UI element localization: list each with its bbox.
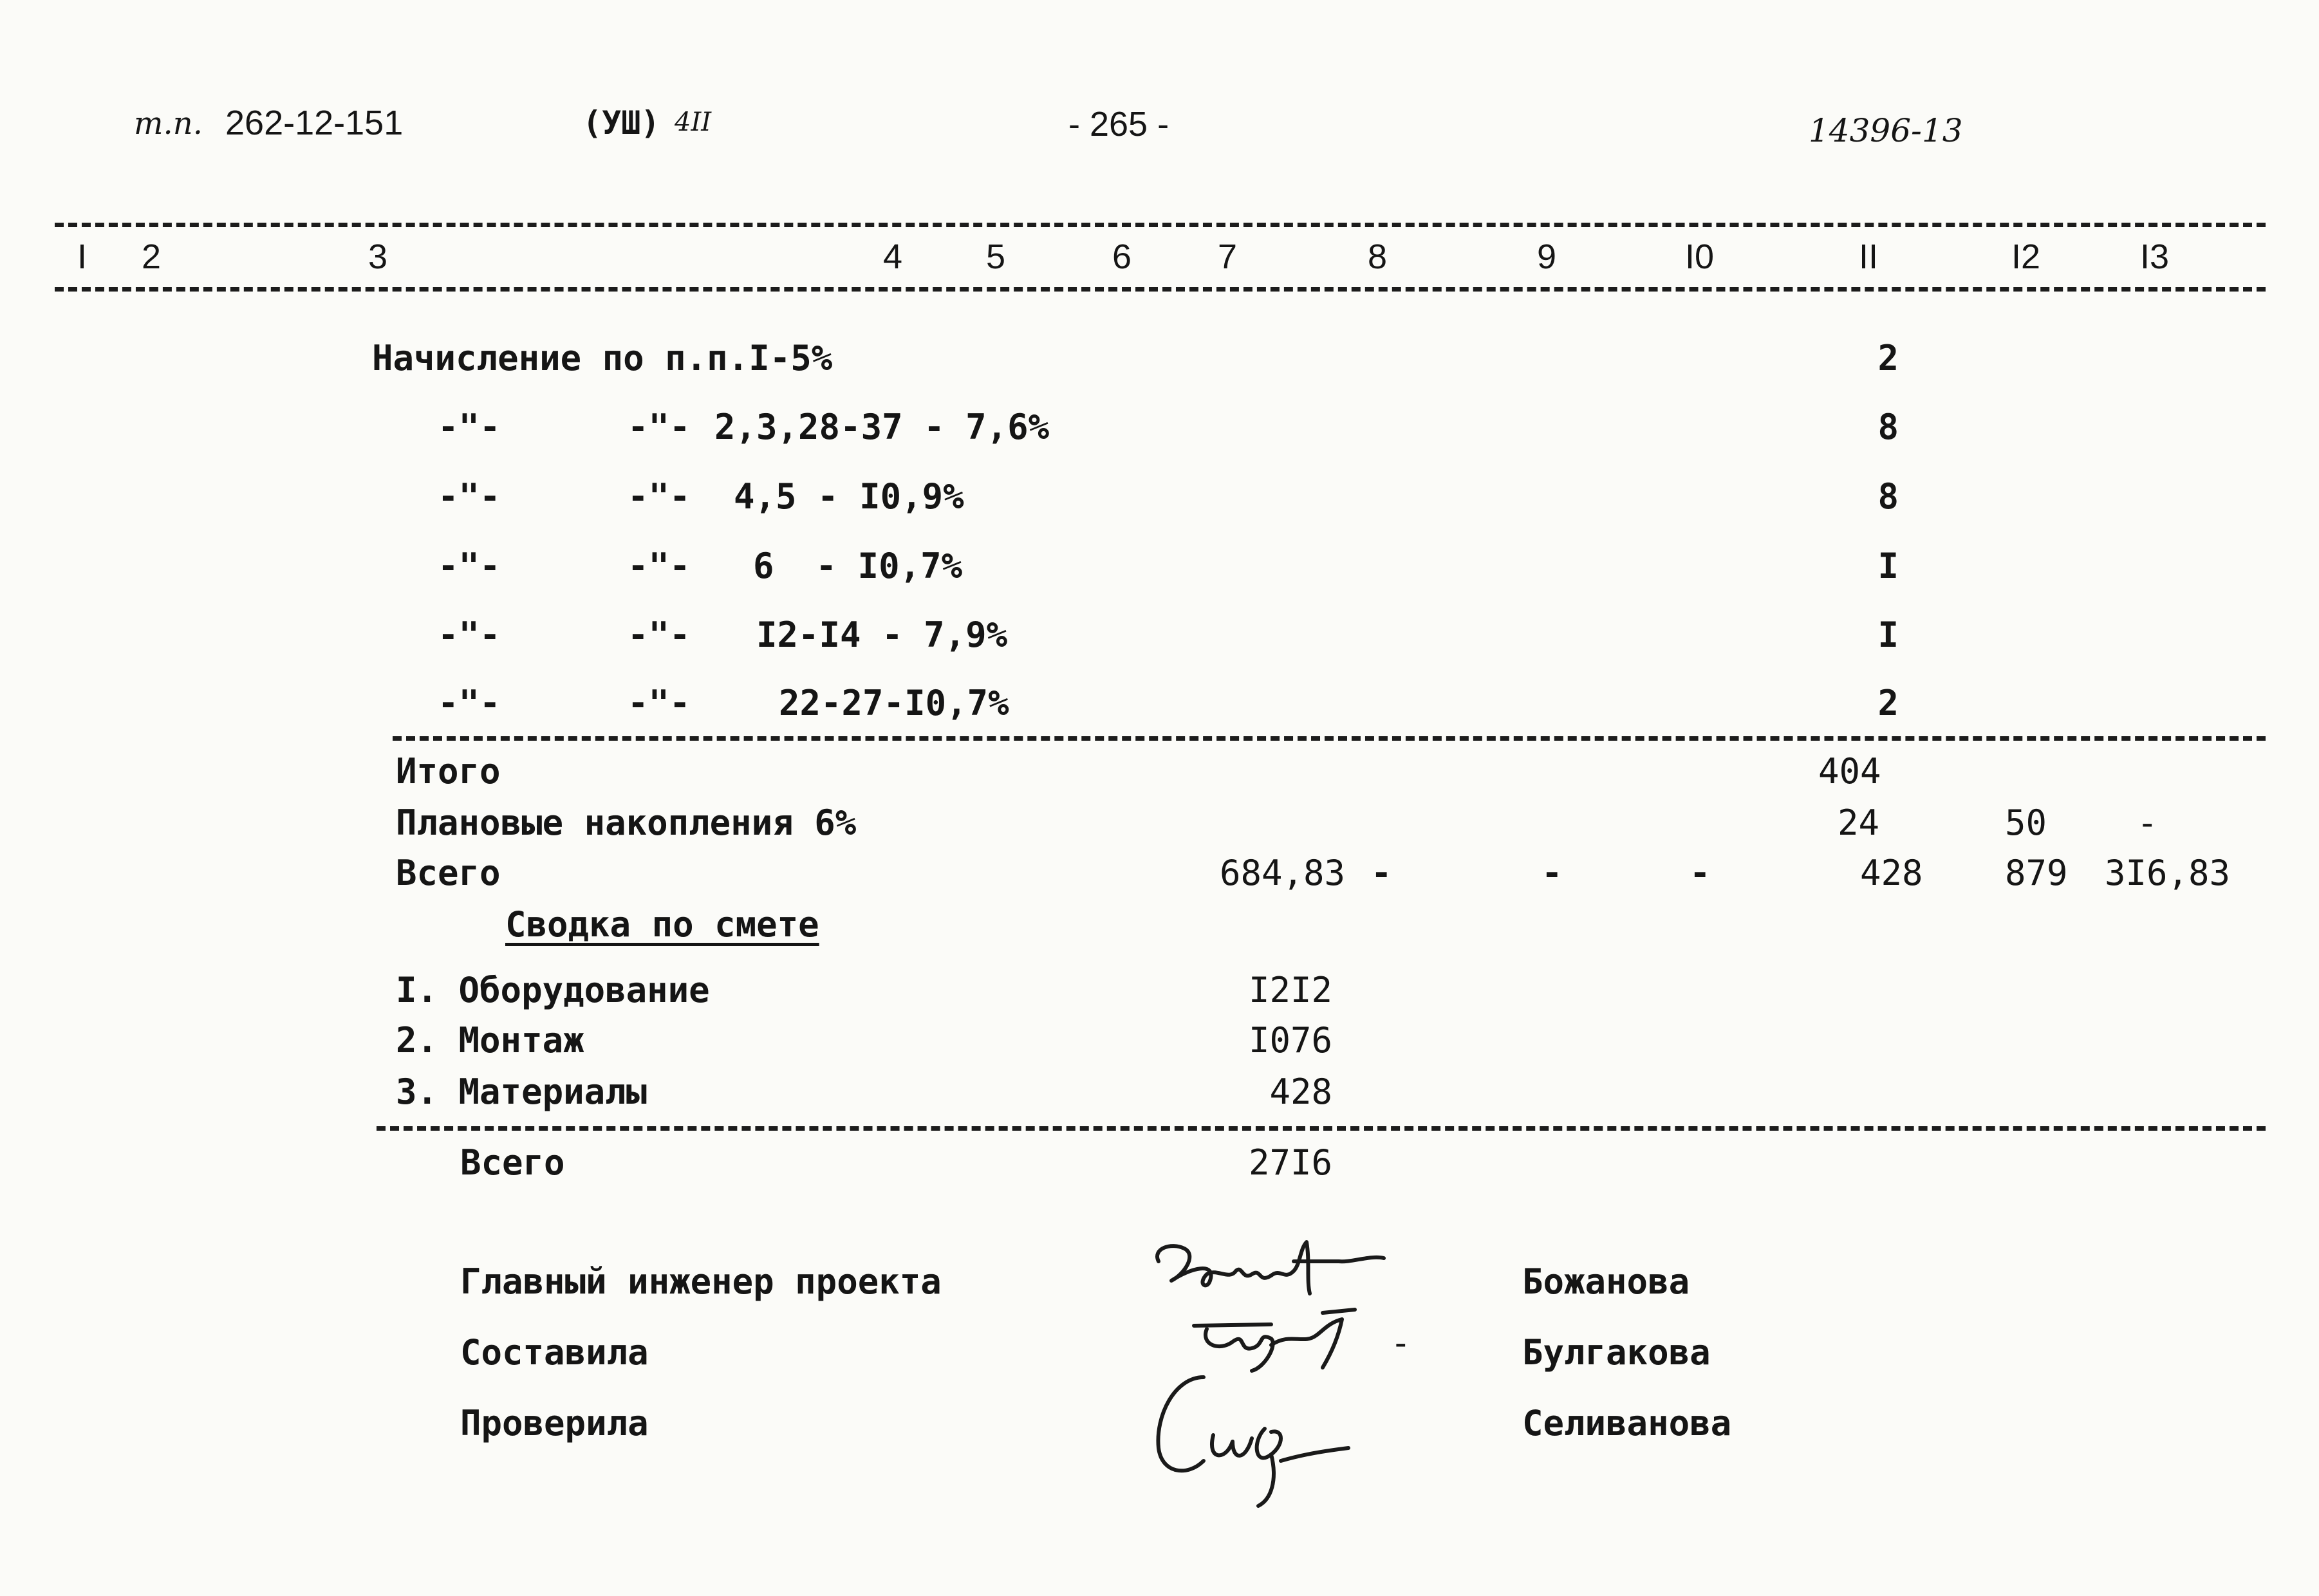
signature-name: Божанова — [1522, 1261, 1690, 1302]
ditto-mark: -"- — [438, 407, 501, 447]
ditto-mark: -"- — [628, 476, 691, 517]
page-number: - 265 - — [1068, 105, 1169, 144]
summary-rule — [377, 1126, 2266, 1131]
doc-prefix: т.п. — [134, 106, 203, 142]
accrual-value: I — [1877, 546, 1899, 586]
accrual-value: 8 — [1877, 407, 1899, 447]
planned-c12: 50 — [2005, 803, 2047, 843]
accrual-value: I — [1877, 615, 1899, 655]
column-header-6: 6 — [1112, 237, 1132, 276]
planned-c13: - — [2137, 803, 2158, 843]
summary-item-label: 3. Материалы — [396, 1072, 647, 1112]
section-note: 4II — [675, 107, 712, 137]
column-header-3: 3 — [368, 237, 388, 276]
ditto-mark: -"- — [628, 615, 691, 655]
planned-label: Плановые накопления 6% — [396, 803, 857, 843]
ditto-mark: -"- — [438, 546, 501, 586]
ditto-mark: -"- — [438, 476, 501, 517]
signature-role: Составила — [460, 1332, 649, 1373]
accrual-description: 6 - I0,7% — [753, 546, 963, 586]
column-header-12: I2 — [2011, 237, 2041, 276]
signature-dash: - — [1390, 1322, 1411, 1363]
planned-c11: 24 — [1838, 803, 1880, 843]
vsego-c13: 3I6,83 — [2105, 853, 2231, 893]
column-header-7: 7 — [1218, 237, 1238, 276]
accrual-description: 22-27-I0,7% — [779, 683, 1009, 723]
column-header-2: 2 — [142, 237, 162, 276]
column-header-10: I0 — [1685, 237, 1715, 276]
totals-rule — [393, 736, 2266, 741]
column-header-5: 5 — [986, 237, 1006, 276]
column-header-11: II — [1859, 237, 1879, 276]
accrual-value: 8 — [1877, 476, 1899, 517]
vsego-c9: - — [1541, 853, 1563, 893]
vsego-c8: - — [1371, 853, 1392, 893]
ditto-mark: -"- — [438, 615, 501, 655]
summary-total-value: 27I6 — [1248, 1142, 1332, 1183]
header-top-rule — [55, 223, 2266, 227]
vsego-c12: 879 — [2005, 853, 2068, 893]
summary-item-label: 2. Монтаж — [396, 1020, 584, 1061]
summary-title: Сводка по смете — [505, 904, 819, 945]
doc-number: 262-12-151 — [225, 104, 404, 142]
summary-item-value: I076 — [1248, 1020, 1332, 1061]
summary-total-label: Всего — [460, 1142, 565, 1183]
accrual-description: 2,3,28-37 - 7,6% — [714, 407, 1050, 447]
handwritten-signature-3 — [1142, 1364, 1374, 1512]
summary-item-value: 428 — [1269, 1072, 1332, 1112]
vsego-c10: - — [1690, 853, 1711, 893]
handwritten-reference: 14396-13 — [1809, 112, 1963, 149]
accrual-value: 2 — [1877, 338, 1899, 378]
ditto-mark: -"- — [438, 683, 501, 723]
accrual-label: Начисление по п.п.I-5% — [372, 338, 833, 378]
vsego-label: Всего — [396, 853, 501, 893]
vsego-c11: 428 — [1860, 853, 1923, 893]
ditto-mark: -"- — [628, 407, 691, 447]
header-bottom-rule — [55, 287, 2266, 292]
itogo-label: Итого — [396, 751, 501, 792]
ditto-mark: -"- — [628, 683, 691, 723]
summary-item-label: I. Оборудование — [396, 970, 710, 1010]
accrual-value: 2 — [1877, 683, 1899, 723]
handwritten-signature-1 — [1146, 1236, 1390, 1306]
vsego-c7: 684,83 — [1220, 853, 1346, 893]
column-header-13: I3 — [2140, 237, 2170, 276]
column-header-8: 8 — [1368, 237, 1388, 276]
accrual-description: 4,5 - I0,9% — [734, 476, 964, 517]
column-header-9: 9 — [1537, 237, 1557, 276]
column-header-4: 4 — [883, 237, 903, 276]
accrual-description: I2-I4 - 7,9% — [756, 615, 1008, 655]
signature-role: Главный инженер проекта — [460, 1261, 942, 1302]
signature-name: Булгакова — [1522, 1332, 1711, 1373]
ditto-mark: -"- — [628, 546, 691, 586]
column-header-1: I — [77, 237, 88, 276]
signature-role: Проверила — [460, 1403, 649, 1443]
itogo-value: 404 — [1818, 751, 1881, 792]
summary-item-value: I2I2 — [1248, 970, 1332, 1010]
signature-name: Селиванова — [1522, 1403, 1732, 1443]
section-code: (УШ) — [582, 104, 660, 142]
